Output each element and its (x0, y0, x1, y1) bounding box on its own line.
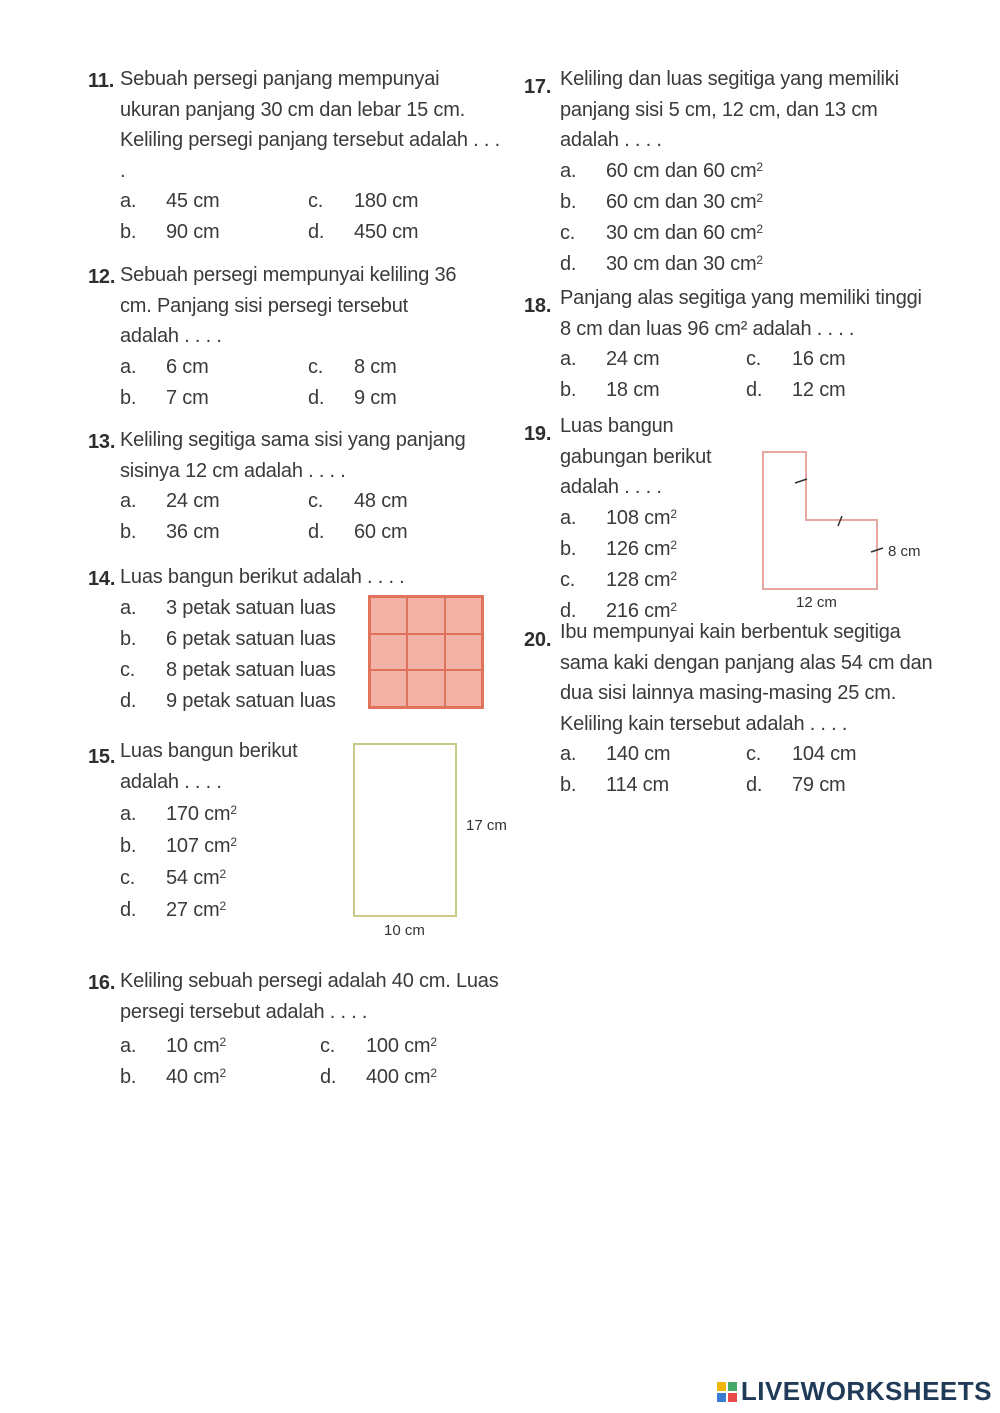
option-b[interactable]: b. 107 $cm^2$ (120, 835, 237, 857)
grid-cell (407, 634, 444, 671)
question-text: Luas bangun gabungan berikut adalah . . . . (560, 415, 712, 498)
grid-cell (445, 670, 482, 707)
grid-cell (370, 634, 407, 671)
option-d[interactable]: d. 60 cm (308, 521, 408, 543)
option-a[interactable]: a. 3 petak satuan luas (120, 596, 336, 619)
grid-cell (370, 670, 407, 707)
question-text: Keliling sebuah persegi adalah 40 cm. Luas persegi tersebut adalah . . . . (120, 970, 499, 1023)
question-13 (88, 425, 508, 548)
question-text: Ibu mempunyai kain berbentuk segitiga sama kaki dengan panjang alas 54 cm dan dua sisi lainnya masing-masing 25 cm. Keliling kain tersebut adalah . . . . (560, 621, 933, 735)
question-16 (88, 966, 508, 1089)
option-a[interactable]: a. 24 cm (120, 490, 220, 512)
option-d[interactable]: d. 79 cm (746, 774, 846, 796)
option-d[interactable]: d. 9 cm (308, 386, 397, 409)
option-b[interactable]: b. 18 cm (560, 379, 660, 401)
question-number: 13. (88, 431, 116, 453)
rectangle-height-label: 17 cm (466, 817, 507, 834)
option-c[interactable]: c. 180 cm (308, 190, 419, 212)
option-a[interactable]: a. 45 cm (120, 190, 220, 212)
question-text: Luas bangun berikut adalah . . . . (120, 566, 405, 588)
option-c[interactable]: c. 30 cm dan 60 $cm^2$ (560, 221, 763, 244)
unit-square-grid-figure (368, 595, 484, 709)
question-11 (88, 64, 508, 248)
option-b[interactable]: b. 114 cm (560, 774, 669, 796)
question-20 (524, 617, 954, 801)
option-a[interactable]: a. 24 cm (560, 348, 660, 370)
rectangle-width-label: 10 cm (384, 922, 425, 939)
question-number: 16. (88, 972, 116, 994)
option-d[interactable]: d. 12 cm (746, 379, 846, 401)
question-text: Keliling segitiga sama sisi yang panjang sisinya 12 cm adalah . . . . (120, 429, 466, 482)
question-number: 19. (524, 423, 552, 445)
question-number: 14. (88, 568, 116, 590)
option-b[interactable]: b. 7 cm (120, 386, 209, 409)
option-c[interactable]: c. 128 $cm^2$ (560, 568, 677, 591)
question-number: 11. (88, 70, 115, 92)
option-d[interactable]: d. 30 cm dan 30 $cm^2$ (560, 252, 763, 275)
question-text: Panjang alas segitiga yang memiliki tinggi 8 cm dan luas 96 cm² adalah . . . . (560, 287, 922, 340)
option-c[interactable]: c. 48 cm (308, 490, 408, 512)
grid-cell (445, 634, 482, 671)
option-a[interactable]: a. 140 cm (560, 743, 671, 765)
option-a[interactable]: a. 170 $cm^2$ (120, 803, 237, 825)
question-text: Sebuah persegi mempunyai keliling 36 cm. Panjang sisi persegi tersebut adalah . . . . (120, 264, 457, 347)
option-b[interactable]: b. 90 cm (120, 221, 220, 243)
option-a[interactable]: a. 60 cm dan 60 $cm^2$ (560, 159, 763, 182)
option-c[interactable]: c. 104 cm (746, 743, 857, 765)
liveworksheets-logo (717, 1376, 992, 1407)
rectangle-figure (350, 740, 460, 920)
option-a[interactable]: a. 10 $cm^2$ (120, 1035, 226, 1057)
question-text: Sebuah persegi panjang mempunyai ukuran panjang 30 cm dan lebar 15 cm. Keliling persegi panjang tersebut adalah . . . . (120, 68, 500, 182)
option-b[interactable]: b. 60 cm dan 30 $cm^2$ (560, 190, 763, 213)
question-number: 18. (524, 295, 552, 317)
option-d[interactable]: d. 400 $cm^2$ (320, 1066, 437, 1088)
question-number: 12. (88, 266, 116, 288)
question-18 (524, 283, 944, 406)
option-b[interactable]: b. 36 cm (120, 521, 220, 543)
l-shape-height-label: 8 cm (888, 543, 921, 560)
question-12 (88, 260, 508, 414)
option-d[interactable]: d. 216 $cm^2$ (560, 599, 677, 622)
option-b[interactable]: b. 6 petak satuan luas (120, 627, 336, 650)
l-shape-figure (758, 448, 888, 594)
option-d[interactable]: d. 9 petak satuan luas (120, 689, 336, 712)
question-17 (524, 64, 944, 280)
option-a[interactable]: a. 6 cm (120, 355, 209, 378)
option-c[interactable]: c. 100 $cm^2$ (320, 1035, 437, 1057)
option-c[interactable]: c. 8 petak satuan luas (120, 658, 336, 681)
option-a[interactable]: a. 108 $cm^2$ (560, 506, 677, 529)
grid-cell (445, 597, 482, 634)
option-d[interactable]: d. 27 $cm^2$ (120, 899, 226, 921)
question-number: 20. (524, 629, 552, 651)
option-c[interactable]: c. 16 cm (746, 348, 846, 370)
question-text: Luas bangun berikut adalah . . . . (120, 740, 298, 793)
l-shape-width-label: 12 cm (796, 594, 837, 611)
brand-name: LIVEWORKSHEETS (740, 1376, 992, 1406)
question-number: 17. (524, 76, 552, 98)
option-b[interactable]: b. 40 $cm^2$ (120, 1066, 226, 1088)
option-c[interactable]: c. 8 cm (308, 355, 397, 378)
option-b[interactable]: b. 126 $cm^2$ (560, 537, 677, 560)
liveworksheets-logo-icon (717, 1382, 737, 1402)
option-c[interactable]: c. 54 $cm^2$ (120, 867, 226, 889)
question-text: Keliling dan luas segitiga yang memiliki panjang sisi 5 cm, 12 cm, dan 13 cm adalah . . . . (560, 68, 899, 151)
option-d[interactable]: d. 450 cm (308, 221, 419, 243)
question-number: 15. (88, 746, 116, 768)
grid-cell (407, 670, 444, 707)
grid-cell (370, 597, 407, 634)
grid-cell (407, 597, 444, 634)
